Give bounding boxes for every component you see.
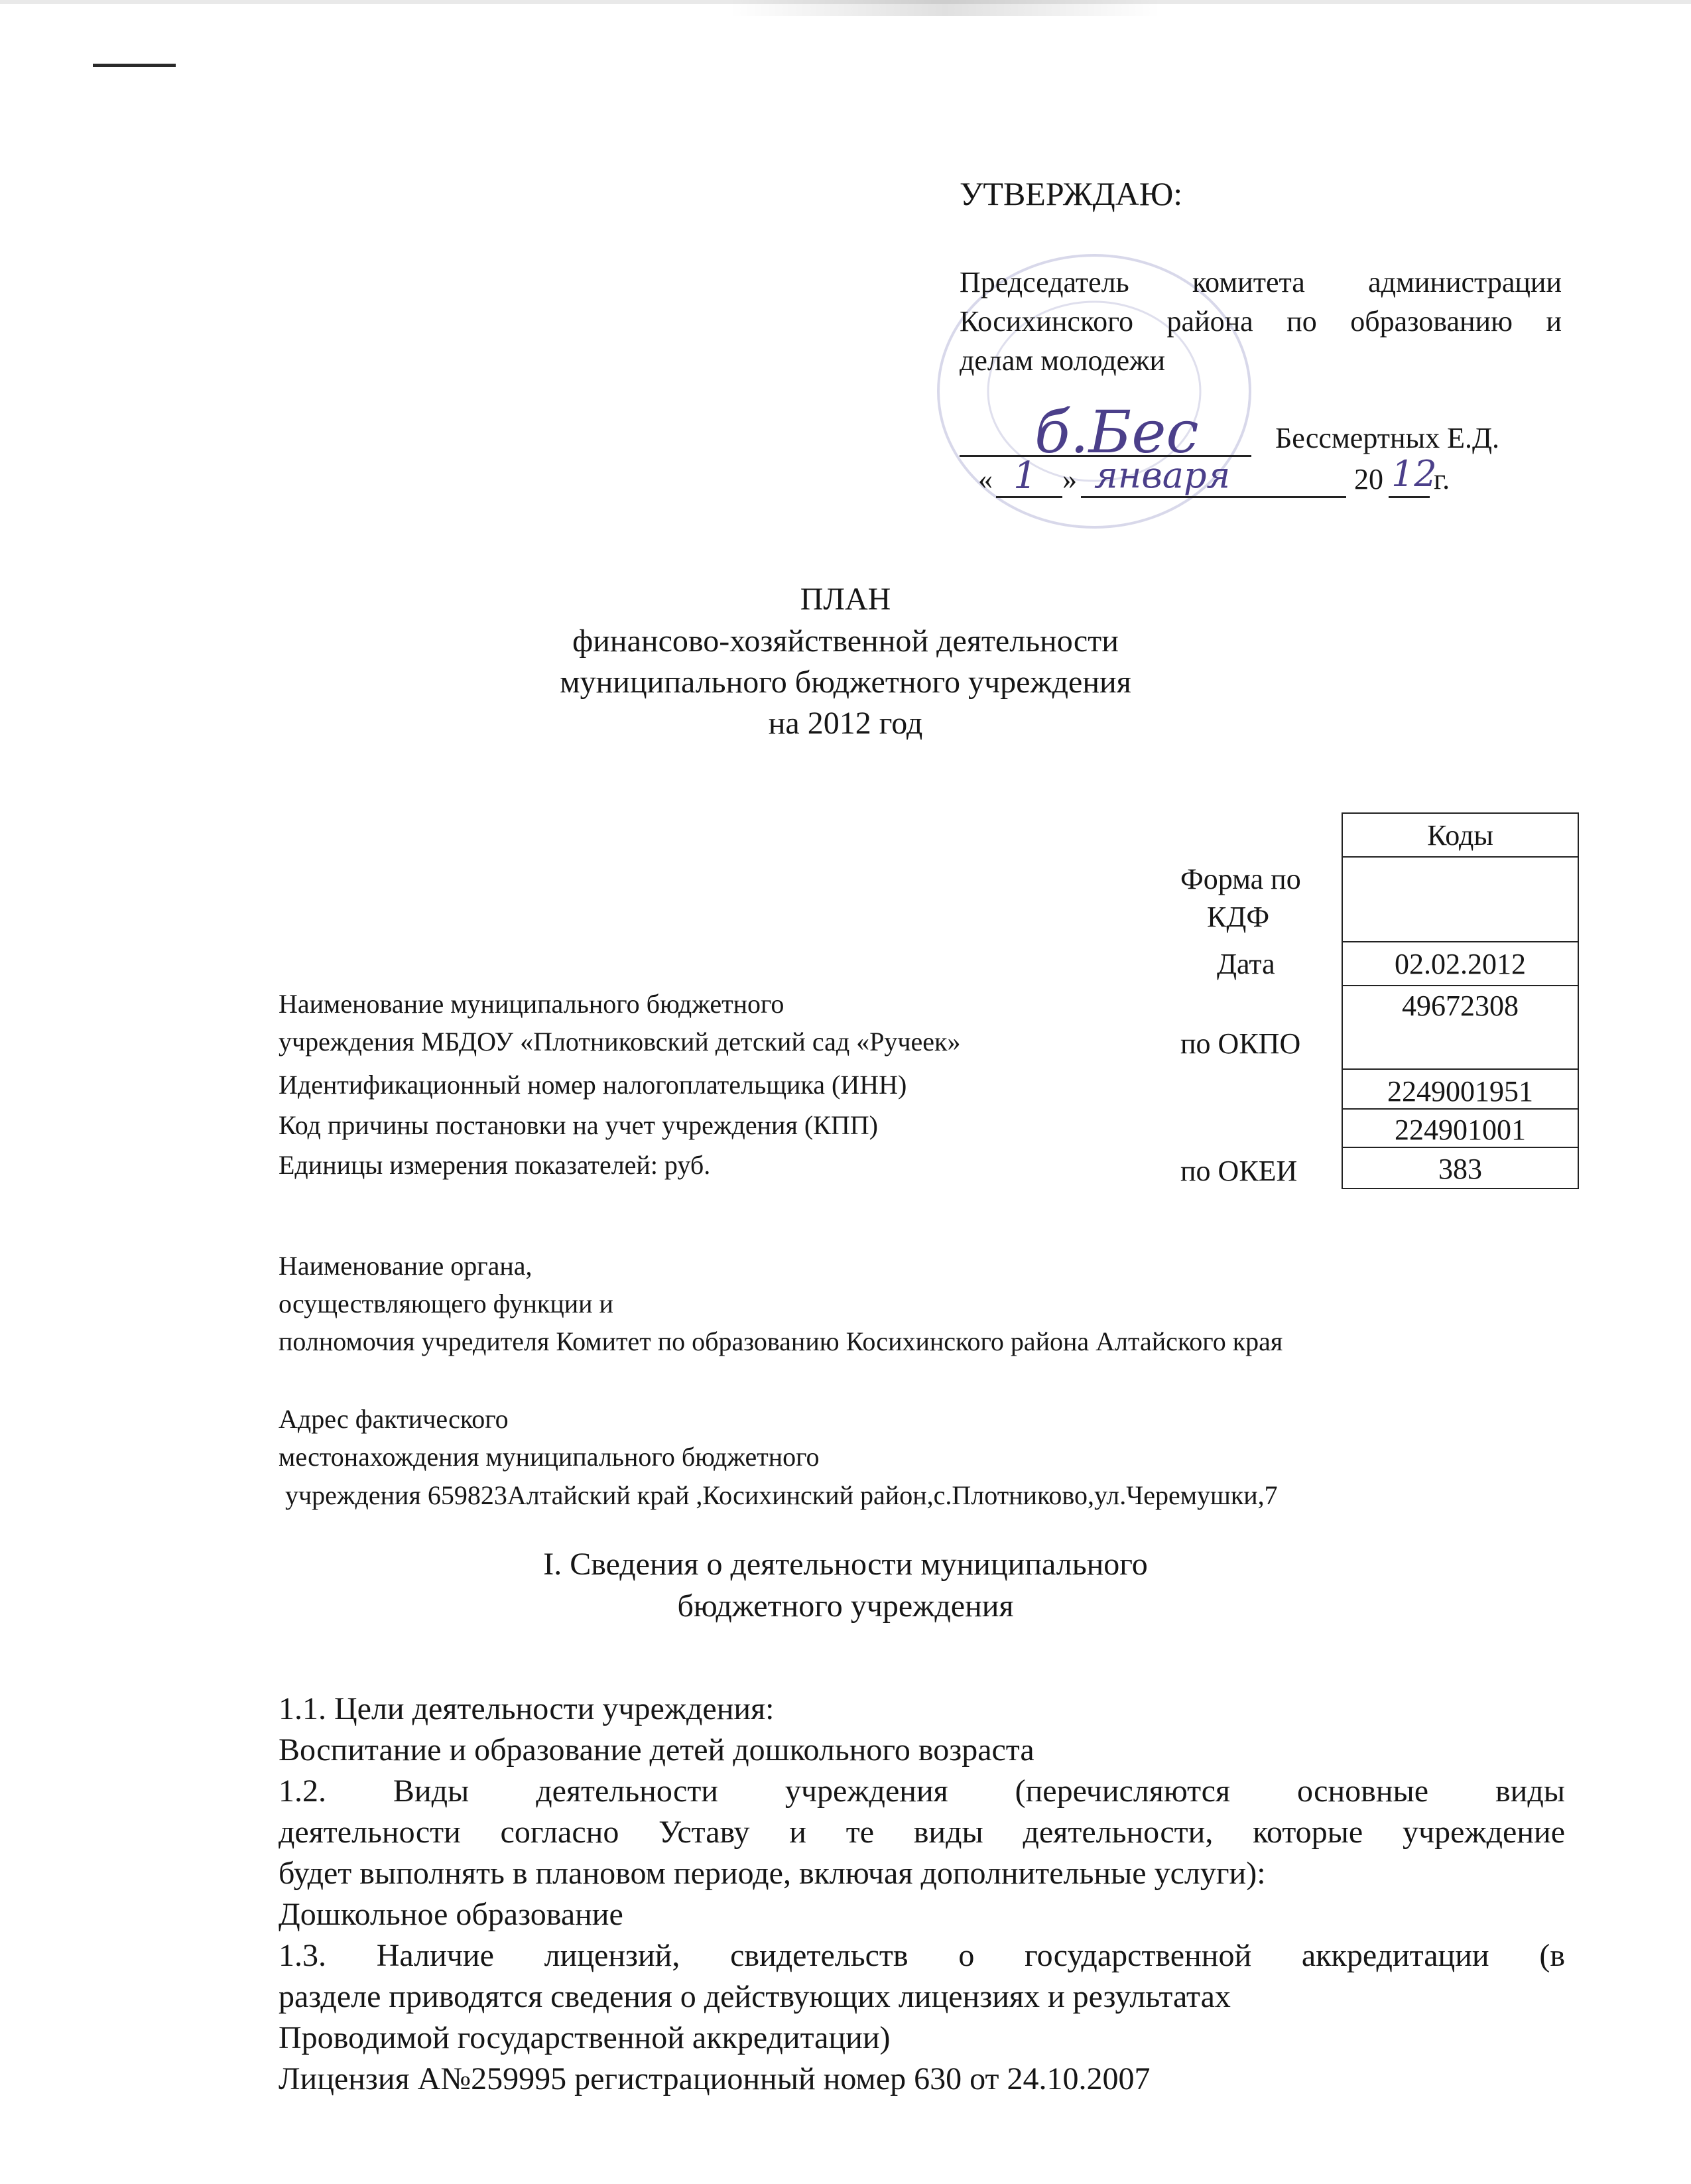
approval-date-year-unit: г.	[1434, 463, 1450, 495]
plan-subtitle-1: финансово-хозяйственной деятельности	[572, 623, 1119, 659]
institution-name-line-2: учреждения МБДОУ «Плотниковский детский сад «Ручеек»	[279, 1027, 961, 1057]
section-1-title-line-2: бюджетного учреждения	[677, 1588, 1014, 1624]
codes-header-cell	[1342, 812, 1579, 858]
approval-date-year-prefix: 20	[1354, 463, 1383, 495]
section-1-1-text: Воспитание и образование детей дошкольного возраста	[279, 1732, 1034, 1767]
codes-form-label-2: КДФ	[1207, 901, 1270, 933]
codes-inn-cell	[1342, 1068, 1579, 1110]
approval-position-line-1: Председатель комитета администрации	[960, 266, 1562, 298]
section-1-3-line-2: разделе приводятся сведения о действующих лицензиях и результатах	[279, 1979, 1231, 2014]
plan-subtitle-2: муниципального бюджетного учреждения	[560, 665, 1131, 700]
codes-form-cell	[1342, 856, 1579, 942]
section-1-2-line-1: 1.2. Виды деятельности учреждения (перечисляются основные виды	[279, 1773, 1565, 1809]
section-1-2-text: Дошкольное образование	[279, 1897, 623, 1932]
institution-kpp-label: Код причины постановки на учет учреждения (КПП)	[279, 1110, 878, 1140]
approval-signer-name: Бессмертных Е.Д.	[1275, 422, 1499, 454]
codes-okei-value: 383	[1438, 1153, 1482, 1185]
plan-title: ПЛАН	[800, 582, 891, 617]
codes-inn-value: 2249001951	[1387, 1075, 1533, 1108]
codes-kpp-value: 224901001	[1395, 1114, 1526, 1146]
date-month-handwritten: января	[1094, 454, 1231, 496]
codes-okei-cell	[1342, 1147, 1579, 1189]
date-month-line	[1081, 496, 1346, 498]
date-day-handwritten: 1	[1013, 454, 1037, 497]
codes-date-label: Дата	[1217, 948, 1275, 980]
address-line-2: местонахождения муниципального бюджетного	[279, 1442, 820, 1472]
codes-form-label-1: Форма по	[1180, 863, 1301, 895]
approval-position-line-2: Косихинского района по образованию и	[960, 305, 1562, 338]
codes-okpo-value: 49672308	[1402, 990, 1519, 1022]
codes-date-value: 02.02.2012	[1395, 948, 1526, 980]
founder-line-2: осуществляющего функции и	[279, 1289, 613, 1318]
codes-date-cell	[1342, 941, 1579, 986]
codes-okpo-label: по ОКПО	[1180, 1027, 1301, 1060]
approval-heading: УТВЕРЖДАЮ:	[960, 175, 1183, 212]
scan-smudge	[729, 0, 1160, 16]
date-year-handwritten: 12	[1391, 453, 1437, 495]
handwritten-signature: б.Бес	[1034, 398, 1199, 466]
section-1-3-line-3: Проводимой государственной аккредитации)	[279, 2020, 891, 2055]
section-1-2-line-3: будет выполнять в плановом периоде, включая дополнительные услуги):	[279, 1856, 1266, 1891]
section-1-title-line-1: I. Сведения о деятельности муниципального	[543, 1547, 1148, 1582]
date-year-line	[1389, 496, 1430, 498]
approval-date-close-quote: »	[1062, 463, 1077, 495]
approval-position-line-3: делам молодежи	[960, 344, 1166, 377]
institution-units-label: Единицы измерения показателей: руб.	[279, 1150, 711, 1180]
section-1-2-line-2: деятельности согласно Уставу и те виды деятельности, которые учреждение	[279, 1815, 1565, 1850]
section-1-3-line-1: 1.3. Наличие лицензий, свидетельств о государственной аккредитации (в	[279, 1938, 1565, 1973]
institution-name-line-1: Наименование муниципального бюджетного	[279, 989, 784, 1019]
approval-date-open-quote: «	[978, 463, 993, 495]
edge-mark	[93, 64, 176, 67]
codes-kpp-cell	[1342, 1108, 1579, 1148]
address-line-3: учреждения 659823Алтайский край ,Косихинский район,с.Плотниково,ул.Черемушки,7	[279, 1480, 1278, 1510]
codes-header: Коды	[1427, 819, 1493, 852]
plan-subtitle-3: на 2012 год	[768, 706, 923, 741]
founder-line-1: Наименование органа,	[279, 1251, 532, 1281]
codes-okei-label: по ОКЕИ	[1180, 1155, 1298, 1187]
section-1-3-text: Лицензия А№259995 регистрационный номер 630 от 24.10.2007	[279, 2061, 1151, 2096]
institution-inn-label: Идентификационный номер налогоплательщика (ИНН)	[279, 1070, 907, 1100]
founder-line-3: полномочия учредителя Комитет по образованию Косихинского района Алтайского края	[279, 1326, 1283, 1356]
codes-okpo-cell	[1342, 985, 1579, 1070]
address-line-1: Адрес фактического	[279, 1404, 509, 1434]
section-1-1-heading: 1.1. Цели деятельности учреждения:	[279, 1691, 775, 1726]
